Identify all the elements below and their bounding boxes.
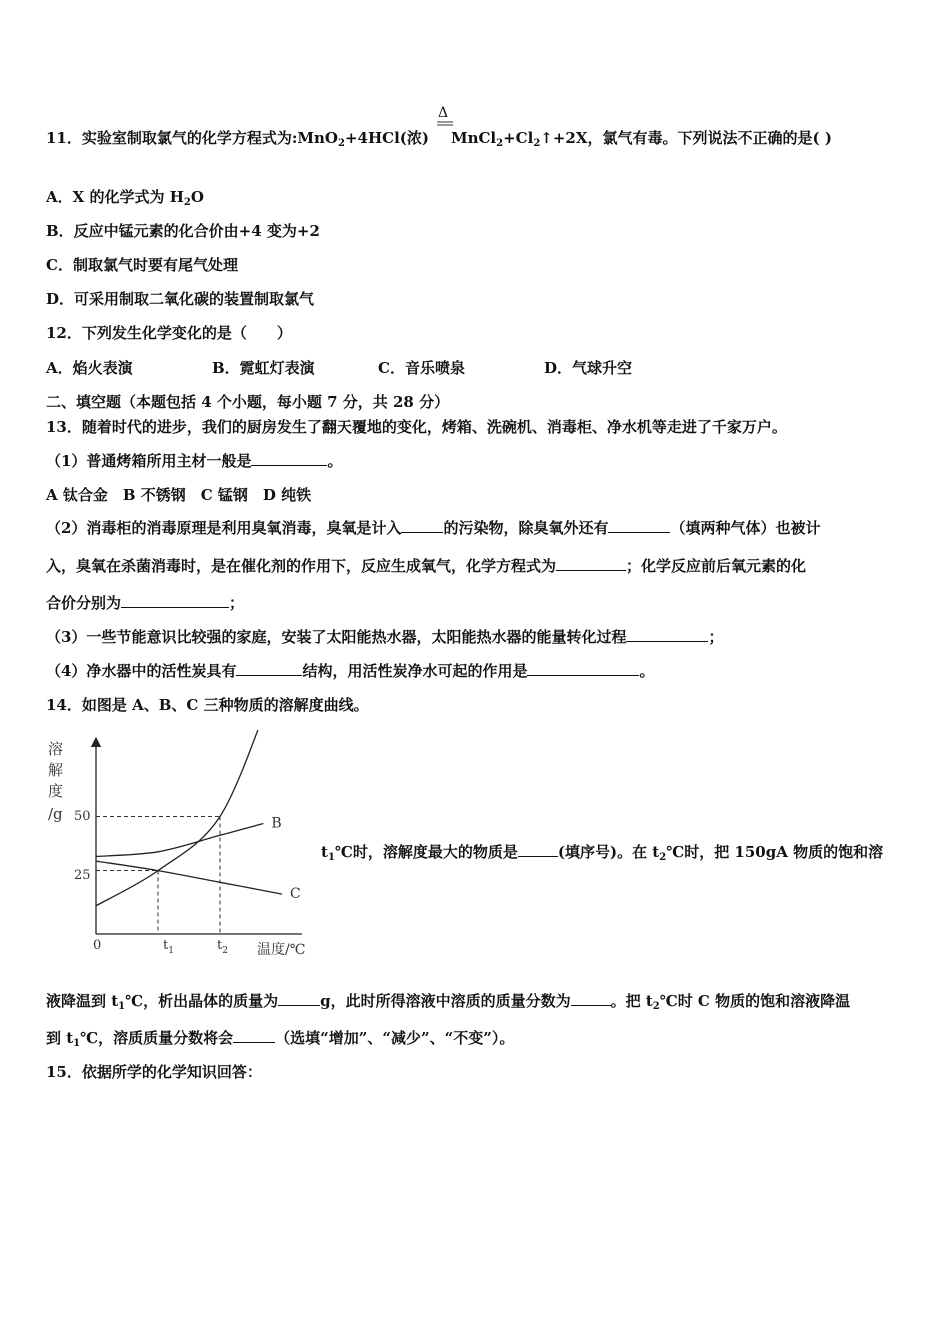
ytick-25: 25 — [74, 868, 91, 883]
y-unit: /g — [48, 805, 63, 823]
answer-blank[interactable] — [608, 518, 670, 533]
reaction-equal-sign — [436, 121, 454, 127]
q12-option-a: A．焰火表演 — [46, 359, 133, 377]
q13-part1: （1）普通烤箱所用主材一般是 。 — [46, 452, 343, 470]
answer-blank[interactable] — [278, 991, 320, 1006]
q11-option-c: C．制取氯气时要有尾气处理 — [46, 256, 238, 274]
q12-options — [46, 358, 632, 378]
q12-option-d: D．气球升空 — [544, 359, 633, 377]
ylabel-char-2: 解 — [48, 761, 64, 779]
series-a-line — [96, 730, 270, 906]
series-c-line — [96, 861, 282, 894]
answer-blank[interactable] — [527, 661, 639, 676]
ytick-50: 50 — [74, 809, 91, 824]
answer-blank[interactable] — [571, 991, 611, 1006]
q11-stem: 11．实验室制取氯气的化学方程式为:MnO$_2$+4HCl(浓) $MnCl_2+Cl_2↑+2X$，氯气有毒。下列说法不正确的是( ) — [46, 129, 832, 149]
q14-text-line3: 到 $t_1℃$，溶质质量分数将会 （选填“增加”、“减少”、“不变”）。 — [46, 1029, 515, 1049]
solubility-chart — [44, 730, 324, 962]
answer-blank[interactable] — [236, 661, 302, 676]
q13-part3: （3）一些节能意识比较强的家庭，安装了太阳能热水器，太阳能热水器的能量转化过程 ； — [46, 628, 724, 646]
answer-blank[interactable] — [121, 593, 229, 608]
q13-part1-options: A 钛合金 B 不锈钢 C 锰钢 D 纯铁 — [46, 486, 312, 504]
section-heading: 二、填空题（本题包括 4 个小题，每小题 7 分，共 28 分） — [46, 393, 450, 411]
q11-option-a: A．X 的化学式为 $H_2O$ — [46, 188, 204, 208]
q12-option-c: C．音乐喷泉 — [378, 359, 465, 377]
answer-blank[interactable] — [556, 556, 626, 571]
q13-part2-line2: 入，臭氧在杀菌消毒时，是在催化剂的作用下，反应生成氧气，化学方程式为 ；化学反应前后氧元素的化 — [46, 557, 807, 575]
answer-blank[interactable] — [401, 518, 443, 533]
answer-blank[interactable] — [251, 451, 327, 466]
q13-part4: （4）净水器中的活性炭具有 结构，用活性炭净水可起的作用是 。 — [46, 662, 655, 680]
q13-part2-line3: 合价分别为 ； — [46, 594, 245, 612]
q12-stem: 12．下列发生化学变化的是（ ） — [46, 324, 292, 342]
answer-blank[interactable] — [626, 627, 708, 642]
x-axis-label: 温度/℃ — [257, 942, 306, 958]
ylabel-char-1: 溶 — [48, 740, 64, 758]
q12-option-b: B．霓虹灯表演 — [212, 359, 315, 377]
q11-option-b: B．反应中锰元素的化合价由+4 变为+2 — [46, 222, 320, 240]
q14-stem: 14．如图是 A、B、C 三种物质的溶解度曲线。 — [46, 696, 369, 714]
answer-blank[interactable] — [518, 842, 558, 857]
answer-blank[interactable] — [233, 1028, 275, 1043]
q14-text-line2: 液降温到 $t_1℃$，析出晶体的质量为 g，此时所得溶液中溶质的质量分数为 。把 $t_2℃$时 C 物质的饱和溶液降温 — [46, 992, 851, 1012]
heat-delta-symbol: Δ — [438, 105, 449, 121]
xtick-t2: $t_2$ — [217, 938, 228, 956]
series-b-line — [96, 824, 263, 857]
q11-option-d: D．可采用制取二氧化碳的装置制取氯气 — [46, 290, 315, 308]
xtick-t1: $t_1$ — [163, 938, 174, 956]
q15-stem: 15．依据所学的化学知识回答： — [46, 1063, 262, 1081]
q13-part2-line1: （2）消毒柜的消毒原理是利用臭氧消毒，臭氧是计入 的污染物，除臭氧外还有 （填两种气体）也被计 — [46, 519, 821, 537]
series-b-label: B — [271, 815, 282, 832]
q14-text-right: $t_1℃$时，溶解度最大的物质是 (填序号)。在 $t_2℃$时，把 150gA 物质的饱和溶 — [321, 843, 884, 863]
q13-stem: 13．随着时代的进步，我们的厨房发生了翻天覆地的变化，烤箱、洗碗机、消毒柜、净水机等走进了千家万户。 — [46, 418, 787, 436]
series-c-label: C — [290, 886, 301, 903]
xtick-origin: 0 — [93, 938, 102, 953]
ylabel-char-3: 度 — [48, 782, 64, 800]
